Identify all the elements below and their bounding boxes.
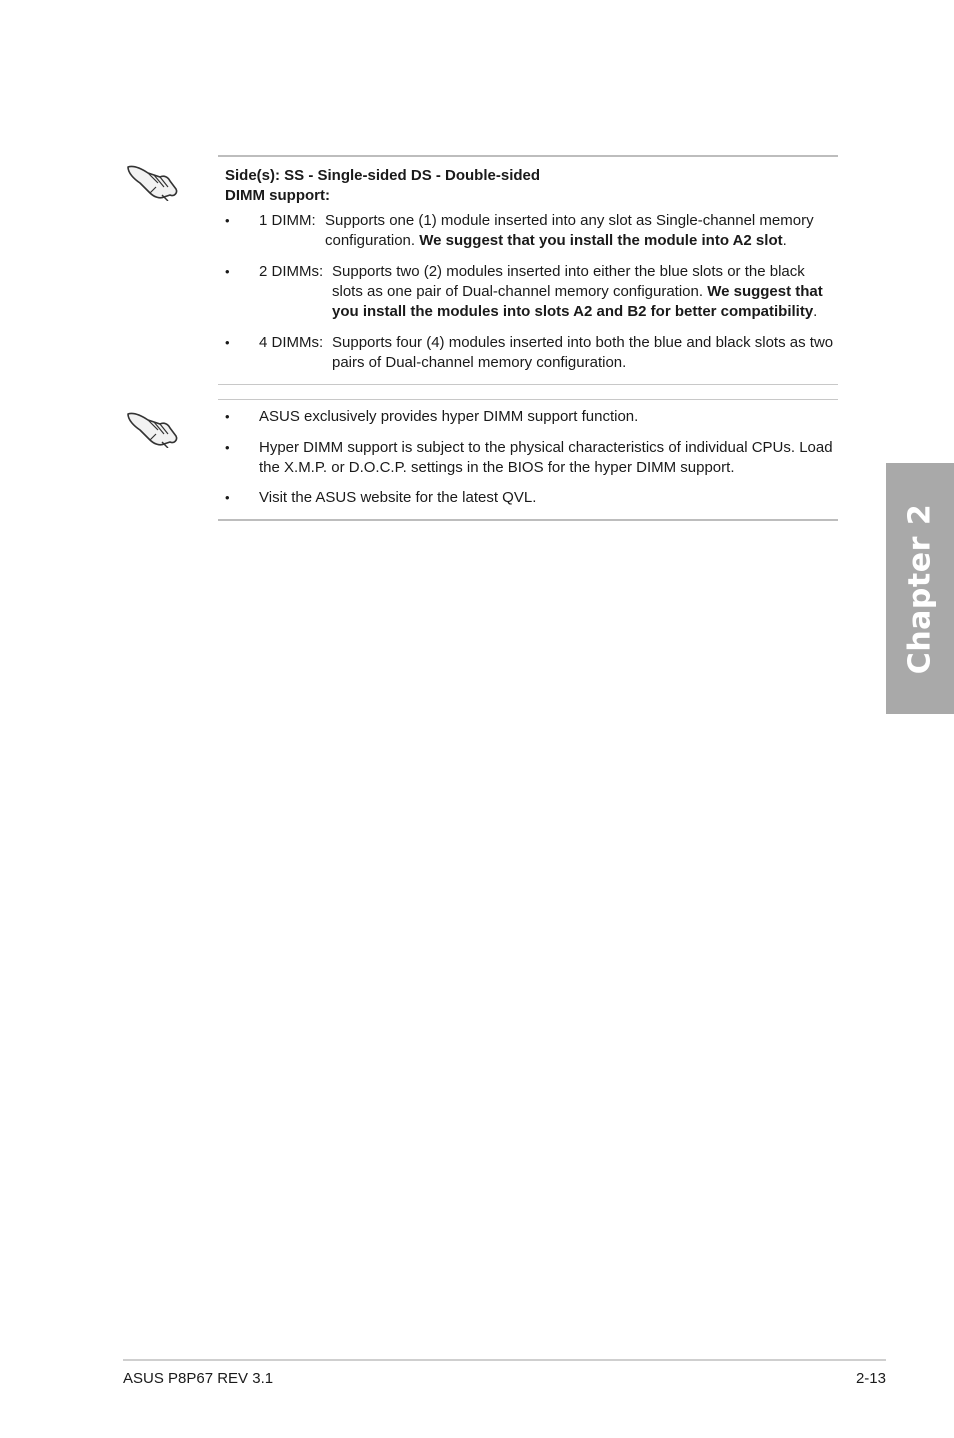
item-text-plain: slots as one pair of Dual-channel memory configuration. <box>332 283 708 300</box>
item-text: Supports two (2) modules inserted into either the blue slots or the black <box>332 263 805 280</box>
note-divider <box>218 519 838 521</box>
item-text-bold: We suggest that <box>707 283 823 300</box>
footer-rule <box>123 1359 886 1361</box>
bullet: • <box>225 490 230 505</box>
item-text <box>325 231 787 251</box>
note-divider <box>218 384 838 385</box>
item-text-end: . <box>813 303 818 320</box>
note-box-hyper-dimm <box>218 399 838 400</box>
note-text: ASUS exclusively provides hyper DIMM support function. <box>259 408 639 425</box>
bullet: • <box>225 440 230 455</box>
note-box-memory <box>218 155 838 157</box>
chapter-tab-label: Chapter 2 <box>902 503 938 674</box>
footer-product: ASUS P8P67 REV 3.1 <box>123 1370 274 1387</box>
bullet: • <box>225 335 230 350</box>
item-text: Supports four (4) modules inserted into both the blue and black slots as two <box>332 334 834 351</box>
item-text: pairs of Dual-channel memory configuration. <box>332 354 627 371</box>
item-text-bold: We suggest that you install the module into A2 slot <box>419 232 783 249</box>
item-text-plain: configuration. <box>325 232 420 249</box>
note-hand-icon <box>124 157 182 201</box>
item-text-end: . <box>782 232 787 249</box>
note-text: Visit the ASUS website for the latest QVL. <box>259 489 537 506</box>
item-label: 1 DIMM: <box>259 212 316 229</box>
item-text: Supports one (1) module inserted into any slot as Single-channel memory <box>325 212 814 229</box>
item-label: 2 DIMMs: <box>259 263 324 280</box>
sides-legend: Side(s): SS - Single-sided DS - Double-sided <box>225 167 541 184</box>
dimm-support-heading: DIMM support: <box>225 187 330 204</box>
bullet: • <box>225 213 230 228</box>
bullet: • <box>225 409 230 424</box>
item-text-bold: you install the modules into slots A2 and B2 for better compatibility <box>332 303 814 320</box>
page-number: 2-13 <box>855 1370 886 1387</box>
item-label: 4 DIMMs: <box>259 334 324 351</box>
note-hand-icon <box>124 404 182 448</box>
note-text: the X.M.P. or D.O.C.P. settings in the BIOS for the hyper DIMM support. <box>259 459 735 476</box>
chapter-side-tab <box>886 463 954 714</box>
note-text: Hyper DIMM support is subject to the physical characteristics of individual CPUs. Load <box>259 439 833 456</box>
bullet: • <box>225 264 230 279</box>
item-text <box>332 282 823 302</box>
item-text <box>332 302 817 322</box>
